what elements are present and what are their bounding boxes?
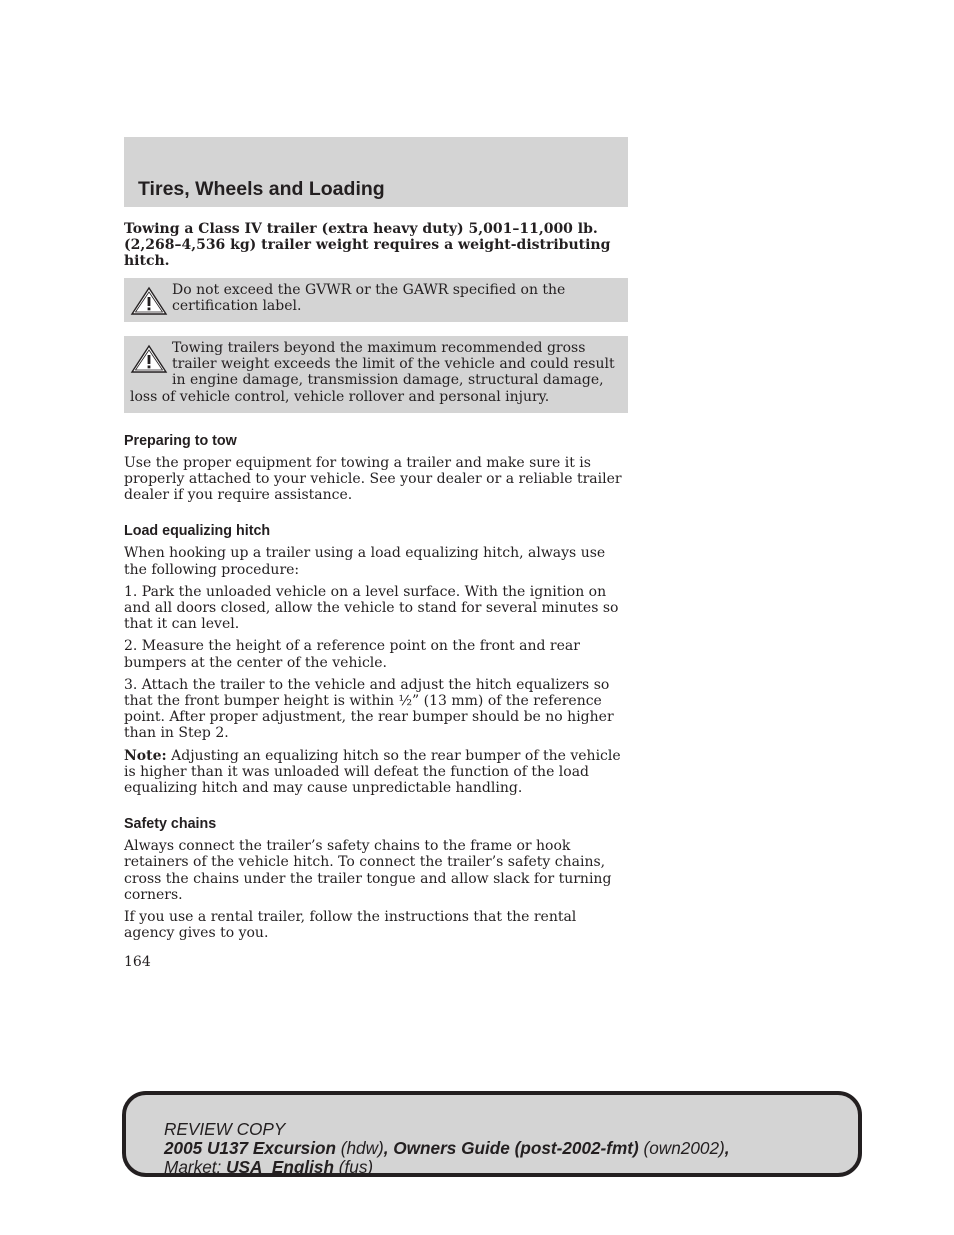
footer-market-label: Market: — [164, 1157, 227, 1177]
safety-chains-paragraph-2: If you use a rental trailer, follow the instructions that the rental agency gives to you. — [124, 909, 577, 942]
warning-text: Do not exceed the GVWR or the GAWR specified on the certification label. — [172, 281, 566, 314]
heading-load-equalizing-hitch: Load equalizing hitch — [124, 523, 271, 540]
warning-box-gvwr — [124, 278, 628, 322]
review-copy-footer — [122, 1091, 862, 1177]
note-label: Note: — [124, 747, 167, 764]
page-content — [124, 221, 628, 970]
warning-text: Towing trailers beyond the maximum recommended gross trailer weight exceeds the limit of the vehicle and could result in engine damage, transmission damage, structural damage, loss of vehicle control, vehicle rollover and personal injury. — [130, 340, 615, 405]
footer-market-code: (fus) — [334, 1157, 374, 1177]
hitch-step-1: 1. Park the unloaded vehicle on a level surface. With the ignition on and all doors closed, allow the vehicle to stand for several minutes so that it can level. — [124, 583, 619, 633]
footer-model-code: (hdw) — [335, 1138, 384, 1158]
footer-market: USA_English — [226, 1157, 334, 1177]
footer-guide: , Owners Guide (post-2002-fmt) — [383, 1138, 639, 1158]
heading-safety-chains: Safety chains — [124, 816, 217, 833]
hitch-intro-paragraph: When hooking up a trailer using a load equalizing hitch, always use the following procedure: — [124, 545, 606, 578]
intro-paragraph: Towing a Class IV trailer (extra heavy duty) 5,001–11,000 lb. (2,268–4,536 kg) trailer weight requires a weight-distributing hitch. — [124, 221, 611, 270]
hitch-step-3: 3. Attach the trailer to the vehicle and adjust the hitch equalizers so that the front bumper height is within ½” (13 mm) of the reference point. After proper adjustment, the rear bumper should be no higher than in Step 2. — [124, 676, 614, 742]
heading-preparing-to-tow: Preparing to tow — [124, 432, 237, 449]
footer-text — [164, 1120, 730, 1177]
note-text: Adjusting an equalizing hitch so the rear bumper of the vehicle is higher than it was unloaded will defeat the function of the load equalizing hitch and may cause unpredictable handling. — [124, 747, 621, 797]
hitch-step-2: 2. Measure the height of a reference point on the front and rear bumpers at the center of the vehicle. — [124, 638, 580, 671]
section-title: Tires, Wheels and Loading — [138, 178, 385, 200]
hitch-note — [124, 748, 628, 797]
warning-triangle-icon — [130, 344, 168, 374]
footer-model: 2005 U137 Excursion — [164, 1138, 336, 1158]
preparing-paragraph: Use the proper equipment for towing a trailer and make sure it is properly attached to your vehicle. See your dealer or a reliable trailer dealer if you require assistance. — [124, 454, 622, 504]
safety-chains-paragraph-1: Always connect the trailer’s safety chains to the frame or hook retainers of the vehicle hitch. To connect the trailer’s safety chains, cross the chains under the trailer tongue and allow slack for turning corners. — [124, 838, 612, 903]
section-header-band — [124, 137, 628, 207]
footer-review-copy: REVIEW COPY — [164, 1119, 286, 1139]
warning-box-towing-limit — [124, 336, 628, 413]
page-number: 164 — [124, 953, 151, 970]
footer-guide-code: (own2002) — [638, 1138, 725, 1158]
warning-triangle-icon — [130, 286, 168, 316]
footer-comma: , — [724, 1138, 730, 1158]
